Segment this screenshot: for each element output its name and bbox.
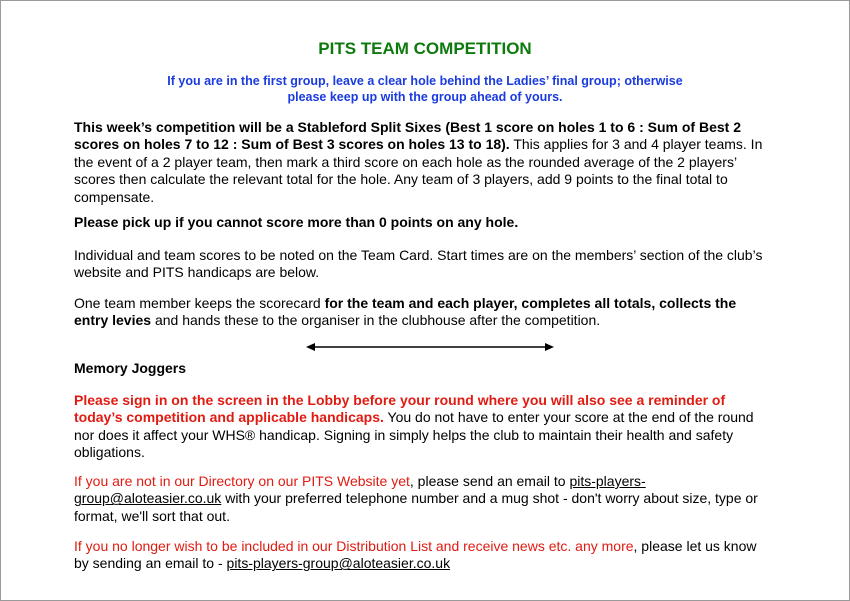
signin-paragraph [74,392,774,462]
scores-note: Individual and team scores to be noted on the Team Card. Start times are on the members’ section of the club’s website and PITS handicaps are below. [74,247,763,281]
directory-text: , please send an email to [409,473,570,489]
memory-joggers-heading: Memory Joggers [74,360,187,376]
signin-reminder: Please sign in on the screen in the Lobby before your round where you will also see a reminder of today’s competition and applicable handicaps. [74,392,726,426]
group-instruction-line-2: please keep up with the group ahead of yours. [287,90,563,104]
competition-details: This applies for 3 and 4 player teams. In the event of a 2 player team, then mark a third score on each hole as the rounded average of the 2 players’ scores then calculate the relevant total for the hole. Any team of 3 players, add 9 points to the final total to compensate. [74,136,763,205]
group-instruction [0,73,850,105]
email-link[interactable]: pits-players-group@aloteasier.co.uk [74,473,646,507]
directory-notice: If you are not in our Directory on our PITS Website yet [74,473,410,489]
group-instruction-line-1: If you are in the first group, leave a clear hole behind the Ladies’ final group; otherwise [167,74,683,88]
scorecard-paragraph [74,295,774,330]
email-link[interactable]: pits-players-group@aloteasier.co.uk [226,555,451,572]
competition-format: This week’s competition will be a Stableford Split Sixes (Best 1 score on holes 1 to 6 : Sum of Best 2 scores on holes 7 to 12 : Sum of Best 3 scores on holes 13 to 18). [74,119,741,153]
double-arrow-divider [306,340,554,354]
signin-details: You do not have to enter your score at the end of the round nor does it affect your WHS® handicap. Signing in simply helps the club to maintain their health and safety obligations. [74,409,754,461]
page-title: PITS TEAM COMPETITION [318,39,532,58]
pickup-rule: Please pick up if you cannot score more than 0 points on any hole. [74,214,519,230]
distribution-notice: If you no longer wish to be included in our Distribution List and receive news etc. any more [74,538,634,554]
directory-paragraph [74,473,774,525]
competition-paragraph [74,119,774,206]
scorecard-outro: and hands these to the organiser in the clubhouse after the competition. [151,312,601,329]
distribution-text: , please let us know by sending an email to - [74,538,757,572]
scorecard-duties: for the team and each player, completes all totals, collects the entry levies [74,295,737,329]
distribution-paragraph [74,538,774,573]
scorecard-intro: One team member keeps the scorecard [74,295,325,311]
directory-text-end: with your preferred telephone number and a mug shot - don't worry about size, type or format, we'll sort that out. [74,490,758,524]
